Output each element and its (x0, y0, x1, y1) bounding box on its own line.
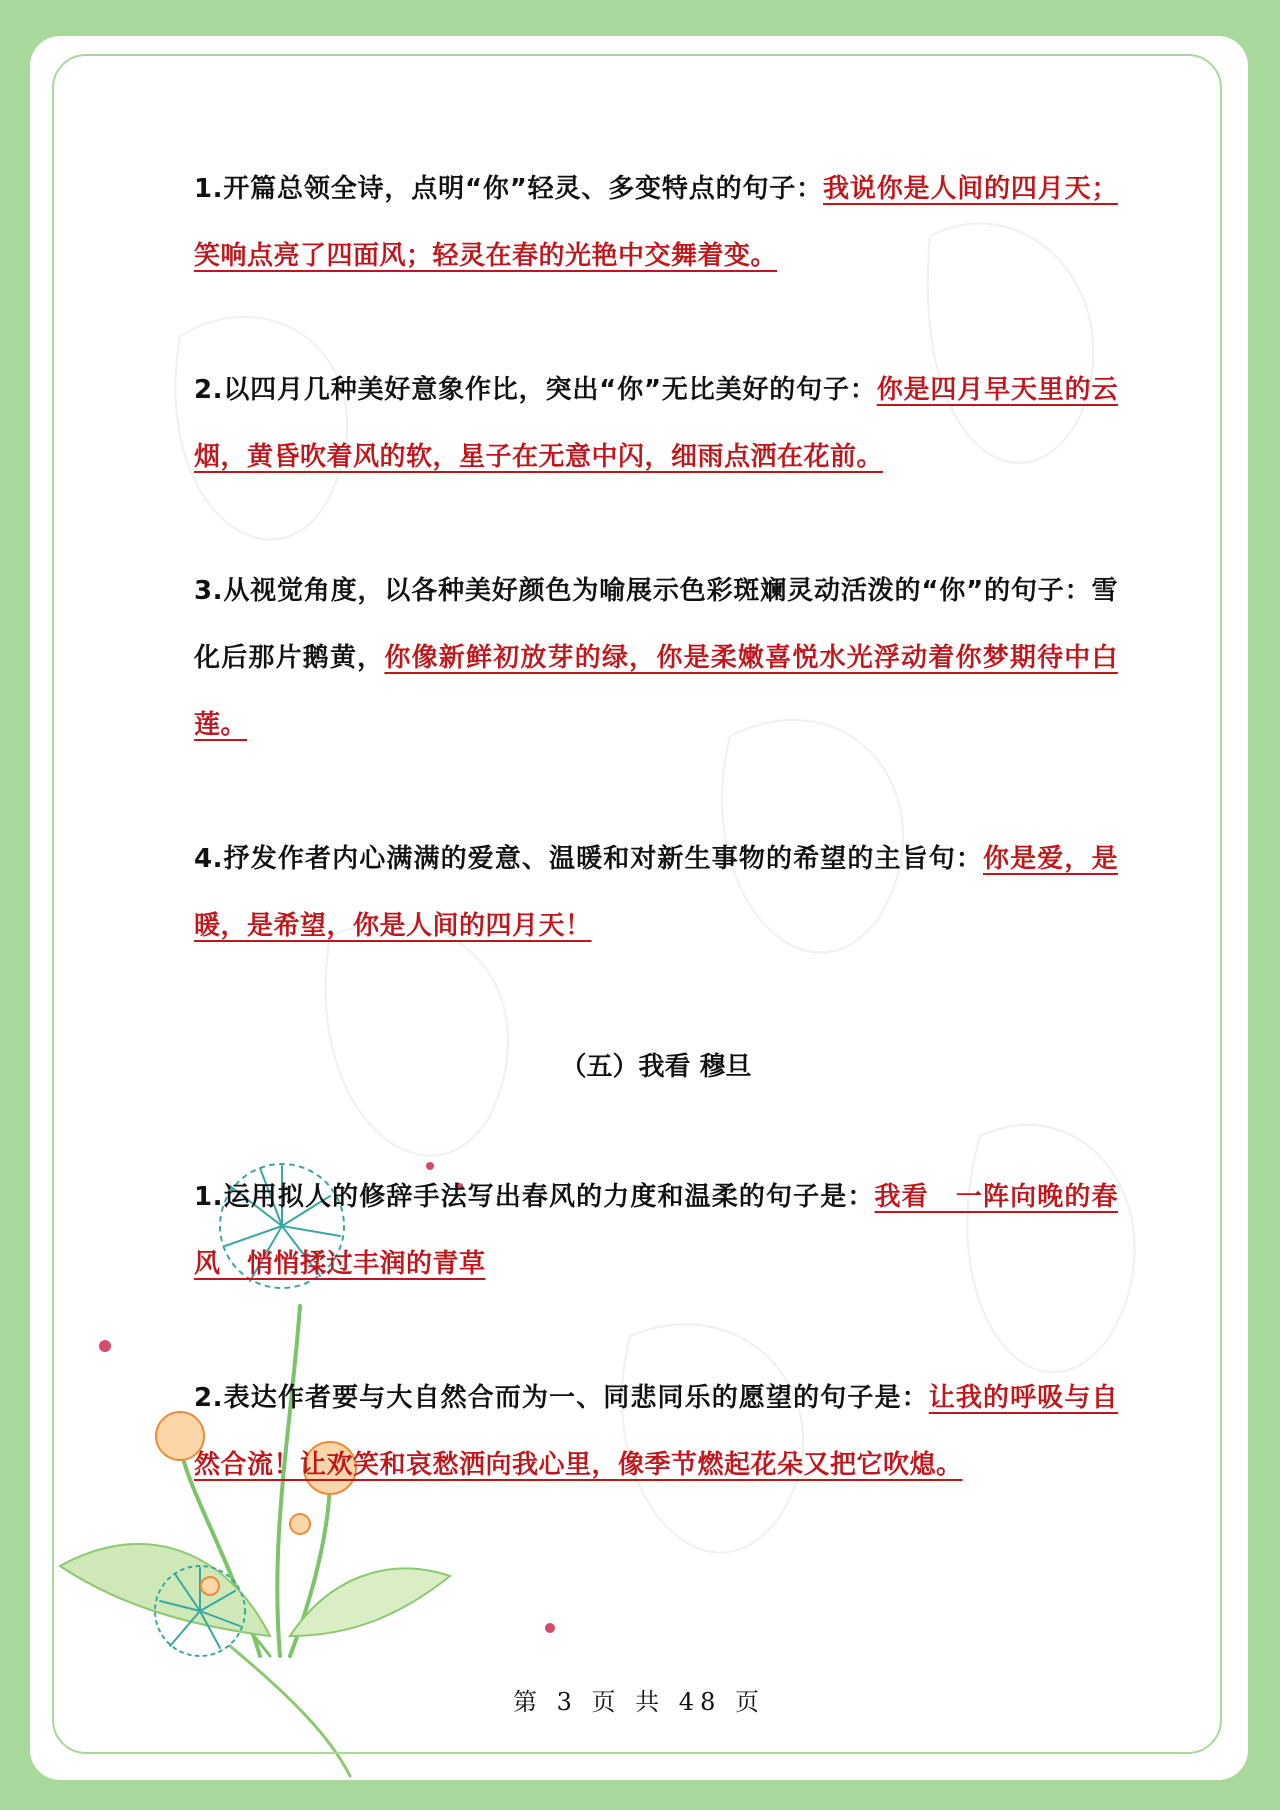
list-item (194, 156, 1118, 290)
section-heading: （五）我看 穆旦 (560, 1052, 752, 1082)
answer-text: 你像新鲜初放芽的绿，你是柔嫩喜悦水光浮动着你梦期待中白莲。 (194, 643, 1118, 740)
list-item (194, 558, 1118, 759)
question-text: 3.从视觉角度，以各种美好颜色为喻展示色彩斑斓灵动活泼的“你”的句子：雪化后那片鹅黄， (194, 576, 1118, 673)
answer-text: 让我的呼吸与自然合流！让欢笑和哀愁洒向我心里，像季节燃起花朵又把它吹熄。 (194, 1383, 1118, 1480)
list-item (194, 1365, 1118, 1499)
answer-text: 我看 一阵向晚的春风 悄悄揉过丰润的青草 (194, 1182, 1118, 1279)
question-text: 2.以四月几种美好意象作比，突出“你”无比美好的句子： (194, 375, 877, 405)
answer-text: 你是四月早天里的云烟，黄昏吹着风的软，星子在无意中闪，细雨点洒在花前。 (194, 375, 1118, 472)
question-text: 4.抒发作者内心满满的爱意、温暖和对新生事物的希望的主旨句： (194, 844, 983, 874)
list-item (194, 1164, 1118, 1298)
answer-text: 你是爱，是暖，是希望，你是人间的四月天！ (194, 844, 1118, 941)
question-text: 1.运用拟人的修辞手法写出春风的力度和温柔的句子是： (194, 1182, 875, 1212)
list-item (194, 357, 1118, 491)
page-number: 第 3 页 共 48 页 (513, 1688, 765, 1716)
document-page (30, 36, 1248, 1780)
list-item (194, 826, 1118, 960)
question-text: 1.开篇总领全诗，点明“你”轻灵、多变特点的句子： (194, 174, 823, 204)
answer-text: 我说你是人间的四月天；笑响点亮了四面风；轻灵在春的光艳中交舞着变。 (194, 174, 1118, 271)
question-text: 2.表达作者要与大自然合而为一、同悲同乐的愿望的句子是： (194, 1383, 929, 1413)
